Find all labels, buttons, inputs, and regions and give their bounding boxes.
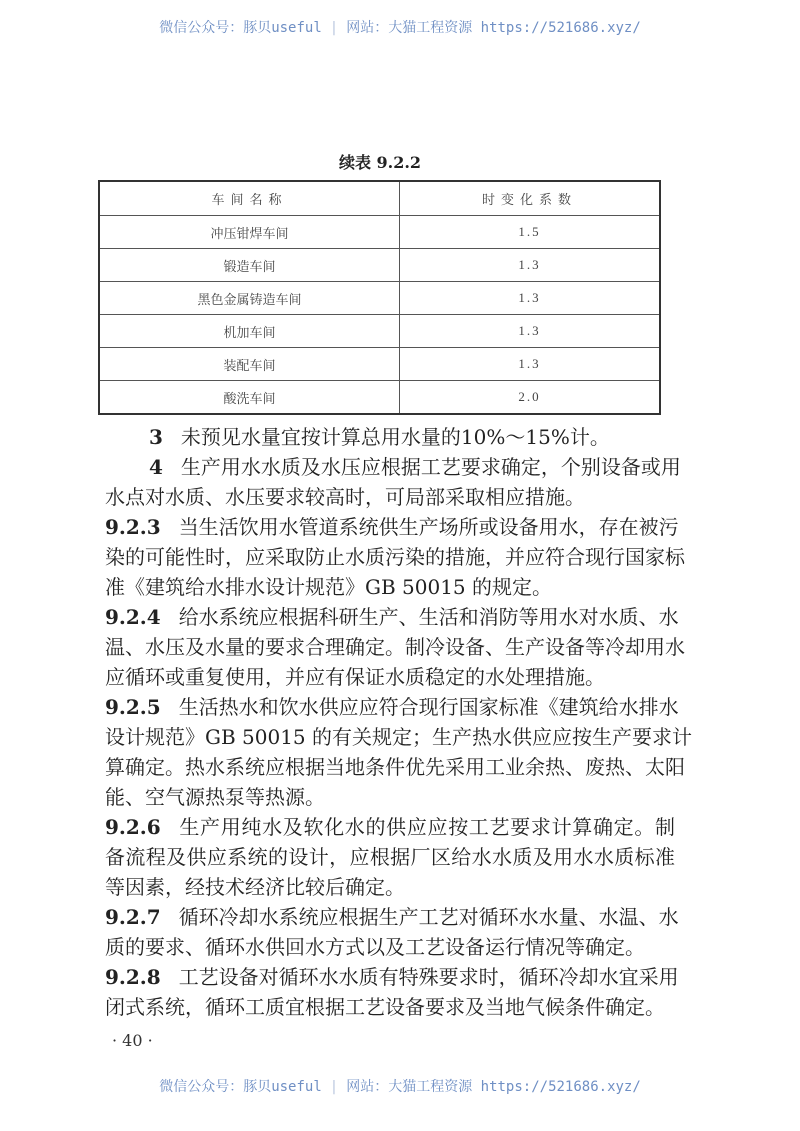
line-text: 生产用纯水及软化水的供应应按工艺要求计算确定。制 — [178, 815, 675, 839]
clause-9-2-3 — [105, 512, 685, 602]
clause-9-2-6 — [105, 812, 675, 902]
line-text: 备流程及供应系统的设计，应根据厂区给水水质及用水水质标准 — [105, 845, 675, 869]
table-row — [99, 315, 660, 348]
clause-4 — [105, 452, 681, 512]
line-text: 循环冷却水系统应根据生产工艺对循环水水量、水温、水 — [178, 905, 679, 929]
line-text: 设计规范》GB 50015 的有关规定；生产热水供应应按生产要求计 — [105, 725, 693, 749]
coefficient-table — [98, 180, 661, 415]
line-text: 质的要求、循环水供回水方式以及工艺设备运行情况等确定。 — [105, 935, 645, 959]
document-body — [105, 422, 693, 1022]
watermark-top — [0, 17, 800, 37]
table-row — [99, 249, 660, 282]
table-caption: 续表 9.2.2 — [338, 153, 422, 172]
line-text: 给水系统应根据科研生产、生活和消防等用水对水质、水 — [178, 605, 679, 629]
line-text: 闭式系统，循环工质宜根据工艺设备要求及当地气候条件确定。 — [105, 995, 665, 1019]
clause-9-2-7 — [105, 902, 679, 962]
clause-number: 9.2.8 — [105, 965, 161, 989]
watermark-site: 网站：大猫工程资源 https://521686.xyz/ — [346, 1079, 641, 1095]
text-line — [105, 722, 693, 752]
watermark-bottom — [0, 1076, 800, 1096]
watermark-account: 微信公众号：豚贝useful — [159, 20, 322, 36]
text-line — [105, 632, 685, 662]
clause-9-2-8 — [105, 962, 679, 1022]
clause-number: 4 — [149, 455, 163, 479]
text-line — [105, 602, 679, 632]
line-text: 生活热水和饮水供应应符合现行国家标准《建筑给水排水 — [178, 695, 679, 719]
coefficient-value: 1.5 — [400, 216, 661, 249]
text-line — [105, 992, 675, 1022]
text-line — [105, 842, 675, 872]
table-row — [99, 216, 660, 249]
clause-number: 9.2.3 — [105, 515, 161, 539]
line-text: 准《建筑给水排水设计规范》GB 50015 的规定。 — [105, 575, 553, 599]
workshop-name: 锻造车间 — [99, 249, 400, 282]
coefficient-value: 1.3 — [400, 282, 661, 315]
clause-number: 9.2.5 — [105, 695, 161, 719]
text-line — [105, 482, 675, 512]
text-line — [105, 782, 675, 812]
line-text: 应循环或重复使用，并应有保证水质稳定的水处理措施。 — [105, 665, 605, 689]
coefficient-value: 2.0 — [400, 381, 661, 415]
workshop-name: 酸洗车间 — [99, 381, 400, 415]
coefficient-value: 1.3 — [400, 315, 661, 348]
clause-number: 9.2.4 — [105, 605, 161, 629]
line-text: 工艺设备对循环水水质有特殊要求时，循环冷却水宜采用 — [178, 965, 679, 989]
text-line — [105, 572, 675, 602]
line-text: 未预见水量宜按计算总用水量的10%～15%计。 — [180, 425, 610, 449]
clause-9-2-5 — [105, 692, 693, 812]
coefficient-value: 1.3 — [400, 348, 661, 381]
line-text: 温、水压及水量的要求合理确定。制冷设备、生产设备等冷却用水 — [105, 635, 685, 659]
line-text: 当生活饮用水管道系统供生产场所或设备用水，存在被污 — [178, 515, 679, 539]
table-row — [99, 348, 660, 381]
line-text: 能、空气源热泵等热源。 — [105, 785, 325, 809]
text-line — [105, 452, 681, 482]
workshop-name: 冲压钳焊车间 — [99, 216, 400, 249]
table-header-row — [99, 181, 660, 216]
text-line — [105, 662, 675, 692]
table-row — [99, 381, 660, 415]
text-line — [105, 542, 685, 572]
text-line — [105, 512, 679, 542]
line-text: 水点对水质、水压要求较高时，可局部采取相应措施。 — [105, 485, 585, 509]
text-line — [105, 932, 675, 962]
line-text: 等因素，经技术经济比较后确定。 — [105, 875, 405, 899]
text-line — [105, 752, 685, 782]
clause-9-2-4 — [105, 602, 685, 692]
table-row — [99, 282, 660, 315]
workshop-name: 黑色金属铸造车间 — [99, 282, 400, 315]
workshop-name: 机加车间 — [99, 315, 400, 348]
watermark-separator: | — [329, 1079, 339, 1095]
text-line — [105, 962, 679, 992]
line-text: 染的可能性时，应采取防止水质污染的措施，并应符合现行国家标 — [105, 545, 685, 569]
clause-number: 9.2.7 — [105, 905, 161, 929]
header-workshop: 车间名称 — [99, 181, 400, 216]
coefficient-value: 1.3 — [400, 249, 661, 282]
text-line — [105, 422, 675, 452]
text-line — [105, 902, 679, 932]
text-line — [105, 872, 675, 902]
watermark-site: 网站：大猫工程资源 https://521686.xyz/ — [346, 20, 641, 36]
clause-3 — [105, 422, 675, 452]
line-text: 生产用水水质及水压应根据工艺要求确定，个别设备或用 — [180, 455, 681, 479]
watermark-account: 微信公众号：豚贝useful — [159, 1079, 322, 1095]
text-line — [105, 812, 675, 842]
text-line — [105, 692, 679, 722]
clause-number: 3 — [149, 425, 163, 449]
clause-number: 9.2.6 — [105, 815, 161, 839]
workshop-name: 装配车间 — [99, 348, 400, 381]
watermark-separator: | — [329, 20, 339, 36]
header-coefficient: 时变化系数 — [400, 181, 661, 216]
line-text: 算确定。热水系统应根据当地条件优先采用工业余热、废热、太阳 — [105, 755, 685, 779]
page-number: · 40 · — [112, 1031, 153, 1050]
